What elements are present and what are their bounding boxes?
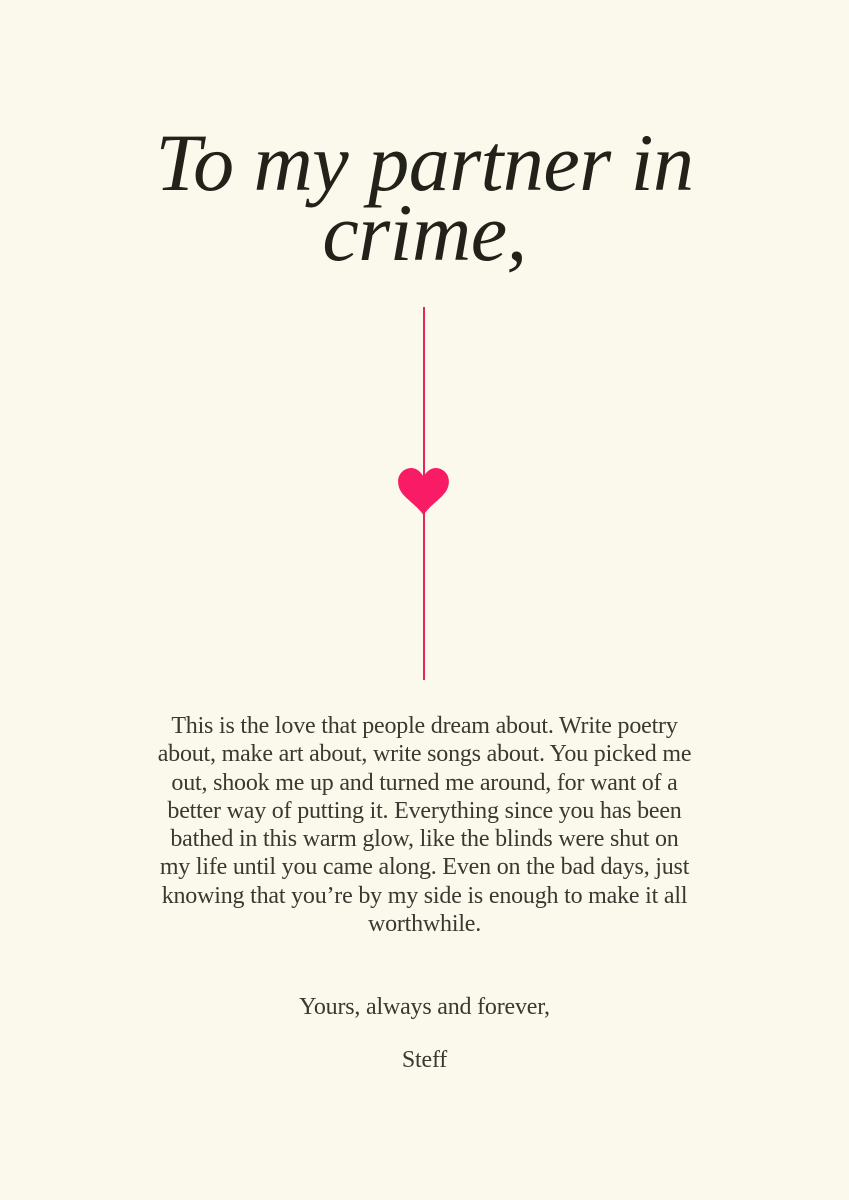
letter-body-line: about, make art about, write songs about. You picked me [157, 741, 692, 768]
letter-body [0, 712, 849, 938]
letter-body-line: better way of putting it. Everything since you has been [167, 797, 682, 824]
letter-body-line: worthwhile. [367, 911, 482, 938]
heart-icon [398, 468, 449, 515]
salutation-line-2: crime, [322, 187, 527, 278]
letter-signature: Steff [401, 1047, 448, 1073]
letter-body-line: my life until you came along. Even on the bad days, just [159, 854, 690, 881]
salutation-line-1: To my partner in [155, 117, 694, 208]
letter-body-line: out, shook me up and turned me around, for want of a [171, 769, 678, 796]
letter-closing: Yours, always and forever, [299, 994, 550, 1020]
letter-body-line: knowing that you’re by my side is enough to make it all [161, 882, 688, 909]
letter-body-line: This is the love that people dream about. Write poetry [171, 713, 678, 739]
letter-body-line: bathed in this warm glow, like the blinds were shut on [170, 826, 679, 853]
letter-salutation [0, 117, 849, 278]
